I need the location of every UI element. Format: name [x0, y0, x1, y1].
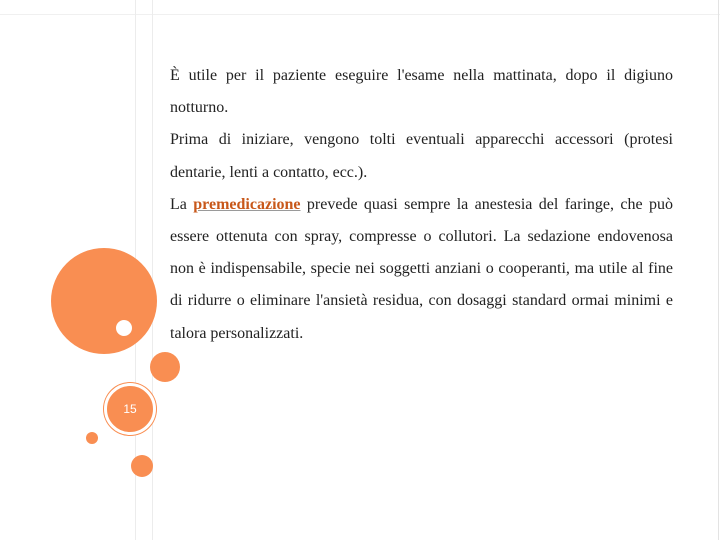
- highlighted-term: premedicazione: [193, 195, 301, 213]
- paragraph-2: Prima di iniziare, vengono tolti eventuali apparecchi accessori (protesi dentarie, lenti a contatto, ecc.).: [170, 131, 673, 181]
- paragraph-3: [170, 189, 673, 350]
- decorative-circle-bottom: [131, 455, 153, 477]
- left-frame-line-inner: [152, 0, 153, 540]
- decorative-circle-small: [86, 432, 98, 444]
- top-divider: [0, 14, 720, 15]
- page-number: 15: [123, 402, 137, 416]
- decorative-ring: [114, 318, 134, 338]
- decorative-circle-large: [51, 248, 157, 354]
- page-number-badge: [104, 383, 156, 435]
- paragraph-1: È utile per il paziente eseguire l'esame nella mattinata, dopo il digiuno notturno.: [170, 67, 673, 117]
- slide-body: [170, 60, 673, 350]
- paragraph-3-rest: prevede quasi sempre la anestesia del faringe, che può essere ottenuta con spray, compresse o collutori. La sedazione endovenosa non è indispensabile, specie nei soggetti anziani o cooperanti, ma utile al fine di ridurre o eliminare l'ansietà residua, con dosaggi standard ormai minimi e talora personalizzati.: [170, 195, 674, 342]
- paragraph-3-lead: La: [170, 195, 194, 213]
- decorative-circle-medium: [150, 352, 180, 382]
- right-frame-line: [718, 0, 719, 540]
